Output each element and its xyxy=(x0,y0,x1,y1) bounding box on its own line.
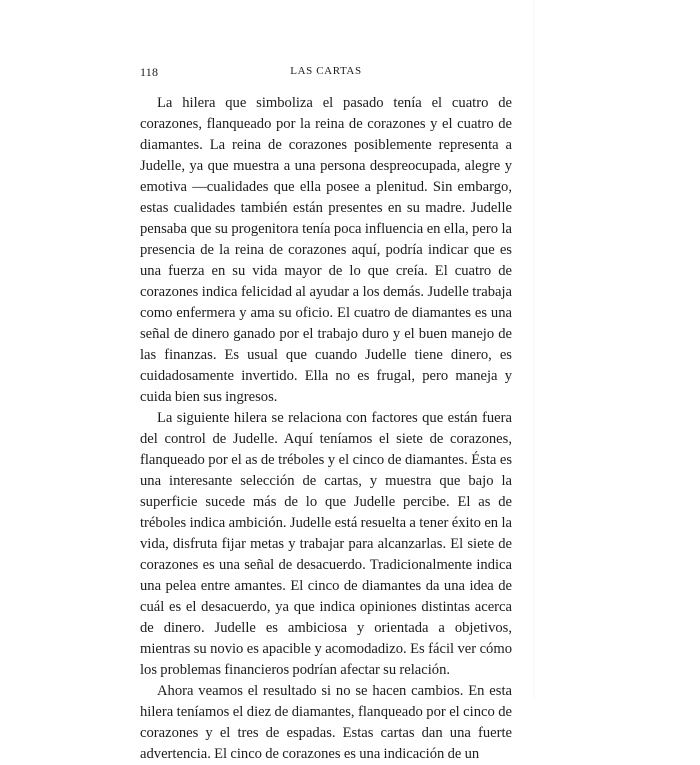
section-title: LAS CARTAS xyxy=(290,65,362,77)
paragraph-outcome-row: Ahora veamos el resultado si no se hacen cambios. En esta hilera teníamos el diez de diamantes, flanqueado por el cinco de corazones y el tres de espadas. Estas cartas dan una fuerte advertencia. El cinco de corazones es una indicación de un xyxy=(140,683,512,762)
page-gutter xyxy=(533,0,535,700)
paragraph-outside-factors-row: La siguiente hilera se relaciona con factores que están fuera del control de Judelle. Aquí teníamos el siete de corazones, flanqueado por el as de tréboles y el cinco de diamantes. Ésta es una interesante selección de cartas, y muestra que bajo la superficie sucede más de lo que Judelle percibe. El as de tréboles indica ambición. Judelle está resuelta a tener éxito en la vida, disfruta fijar metas y trabajar para alcanzarlas. El siete de corazones es una señal de desacuerdo. Tradicionalmente indica una pelea entre amantes. El cinco de diamantes da una idea de cuál es el desacuerdo, ya que indica opiniones distintas acerca de dinero. Judelle es ambiciosa y orientada a objetivos, mientras su novio es apacible y acomodadizo. Es fácil ver cómo los problemas financieros podrían afectar su relación. xyxy=(140,410,512,678)
running-header xyxy=(140,65,512,81)
paragraph-past-row: La hilera que simboliza el pasado tenía el cuatro de corazones, flanqueado por la reina de corazones y el cuatro de diamantes. La reina de corazones posiblemente representa a Judelle, ya que muestra a una persona despreocupada, alegre y emotiva —cualidades que ella posee a plenitud. Sin embargo, estas cualidades también están presentes en su madre. Judelle pensaba que su progenitora tenía poca influencia en ella, pero la presencia de la reina de corazones aquí, podría indicar que es una fuerza en su vida mayor de lo que creía. El cuatro de corazones indica felicidad al ayudar a los demás. Judelle trabaja como enfermera y ama su oficio. El cuatro de diamantes es una señal de dinero ganado por el trabajo duro y el buen manejo de las finanzas. Es usual que cuando Judelle tiene dinero, es cuidadosamente invertido. Ella no es frugal, pero maneja y cuida bien sus ingresos. xyxy=(140,95,512,405)
body-text xyxy=(140,93,512,765)
page-number: 118 xyxy=(140,65,159,79)
